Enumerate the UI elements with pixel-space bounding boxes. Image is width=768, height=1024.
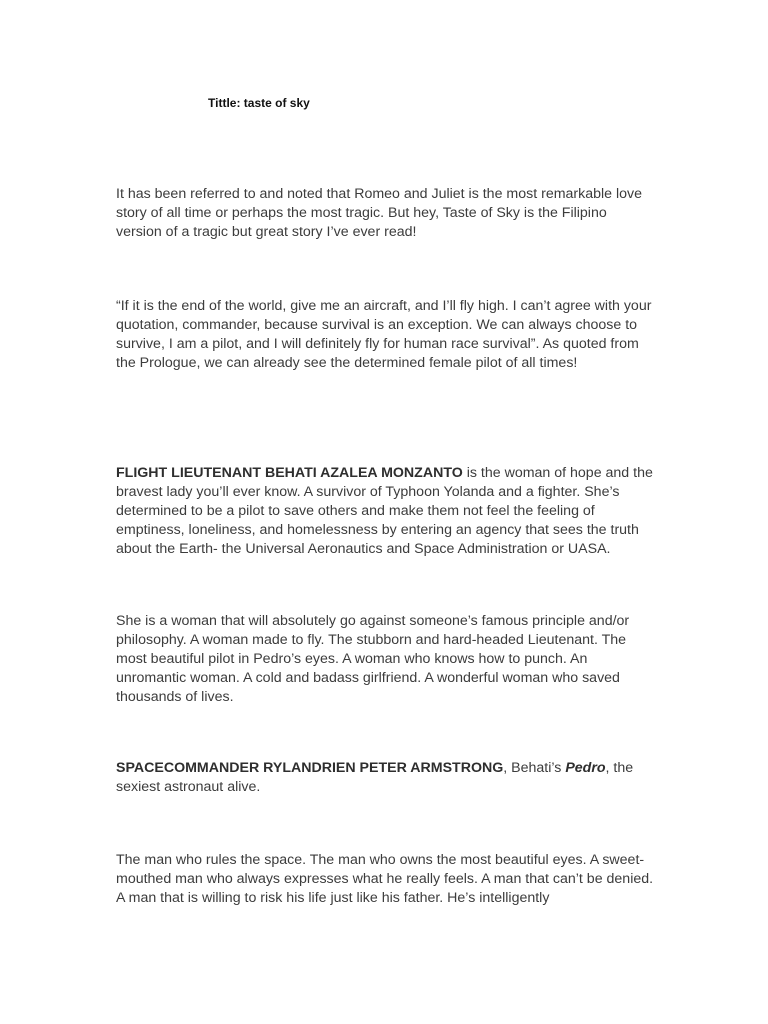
paragraph-rylandrien-description: The man who rules the space. The man who owns the most beautiful eyes. A sweet-mouthed man who always expresses what he really feels. A man that can’t be denied. A man that is willing to risk his life just like his father. He’s intelligently: [116, 852, 654, 906]
nickname-pedro: Pedro: [565, 760, 606, 776]
paragraph-behati: [116, 464, 656, 559]
paragraph-intro: It has been referred to and noted that Romeo and Juliet is the most remarkable love story of all time or perhaps the most tragic. But hey, Taste of Sky is the Filipino version of a tragic but great story I’ve ever read!: [116, 186, 643, 240]
paragraph-behati-text: is the woman of hope and the bravest lady you’ll ever know. A survivor of Typhoon Yolanda and a fighter. She’s determined to be a pilot to save others and make them not feel the feeling of emptiness, loneliness, and homelessness by entering an agency that sees the truth about the Earth- the Universal Aeronautics and Space Administration or UASA.: [116, 465, 653, 557]
character-name-rylandrien: SPACECOMMANDER RYLANDRIEN PETER ARMSTRONG: [116, 760, 504, 776]
paragraph-rylandrien: [116, 759, 656, 797]
character-name-behati: FLIGHT LIEUTENANT BEHATI AZALEA MONZANTO: [116, 465, 463, 481]
paragraph-behati-description: She is a woman that will absolutely go against someone’s famous principle and/or philosophy. A woman made to fly. The stubborn and hard-headed Lieutenant. The most beautiful pilot in Pedro’s eyes. A woman who knows how to punch. An unromantic woman. A cold and badass girlfriend. A wonderful woman who saved thousands of lives.: [116, 613, 630, 705]
paragraph-prologue-quote: “If it is the end of the world, give me an aircraft, and I’ll fly high. I can’t agree with your quotation, commander, because survival is an exception. We can always choose to survive, I am a pilot, and I will definitely fly for human race survival”. As quoted from the Prologue, we can already see the determined female pilot of all times!: [116, 298, 652, 371]
paragraph-rylandrien-mid: , Behati’s: [503, 760, 566, 776]
paragraph-rylandrien-text: , the sexiest astronaut alive.: [116, 760, 634, 795]
document-title: Tittle: taste of sky: [208, 96, 310, 110]
